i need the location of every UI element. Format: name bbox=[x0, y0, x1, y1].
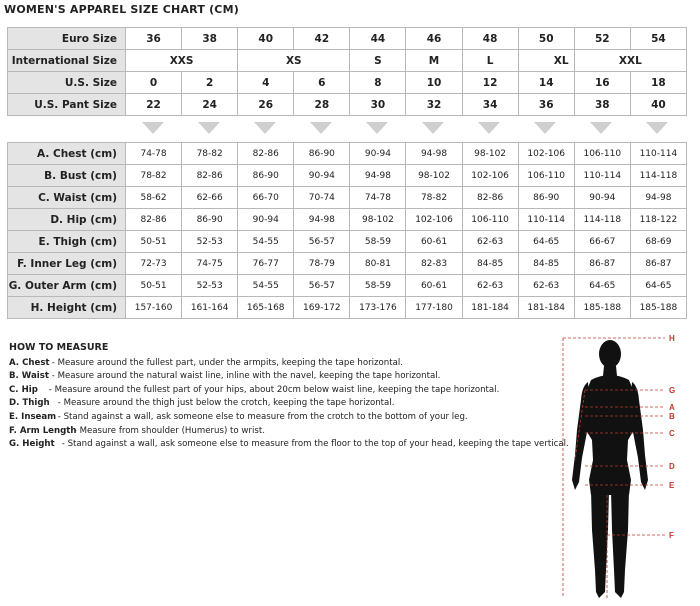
cell: 58-59 bbox=[350, 275, 406, 297]
cell: 52-53 bbox=[182, 275, 238, 297]
cell: 181-184 bbox=[518, 297, 574, 319]
row-header: Euro Size bbox=[8, 28, 126, 50]
arrow-down-icon bbox=[590, 122, 612, 134]
size-conversion-table bbox=[7, 27, 687, 116]
cell: 82-86 bbox=[238, 143, 294, 165]
arrow-down-icon bbox=[142, 122, 164, 134]
cell: 110-114 bbox=[574, 165, 630, 187]
label-f: F bbox=[669, 531, 674, 540]
cell: 98-102 bbox=[406, 165, 462, 187]
cell: 26 bbox=[238, 94, 294, 116]
cell: 54 bbox=[630, 28, 686, 50]
cell: 40 bbox=[630, 94, 686, 116]
measurement-row bbox=[8, 253, 687, 275]
cell: XL bbox=[518, 50, 574, 72]
cell: 165-168 bbox=[238, 297, 294, 319]
cell: 78-82 bbox=[182, 143, 238, 165]
cell: 86-90 bbox=[238, 165, 294, 187]
cell: 74-78 bbox=[126, 143, 182, 165]
arrow-down-icon bbox=[310, 122, 332, 134]
body-measurement-table bbox=[7, 142, 687, 319]
cell: 118-122 bbox=[630, 209, 686, 231]
cell: 18 bbox=[630, 72, 686, 94]
cell: 157-160 bbox=[126, 297, 182, 319]
cell: 38 bbox=[574, 94, 630, 116]
arrow-down-icon bbox=[366, 122, 388, 134]
cell: 52 bbox=[574, 28, 630, 50]
us-pant-size-row bbox=[8, 94, 687, 116]
cell: 10 bbox=[406, 72, 462, 94]
cell: 0 bbox=[126, 72, 182, 94]
international-size-row bbox=[8, 50, 687, 72]
cell: 60-61 bbox=[406, 231, 462, 253]
us-size-row bbox=[8, 72, 687, 94]
cell: 34 bbox=[462, 94, 518, 116]
cell: 102-106 bbox=[518, 143, 574, 165]
cell: 54-55 bbox=[238, 231, 294, 253]
cell: 98-102 bbox=[350, 209, 406, 231]
measurement-row bbox=[8, 209, 687, 231]
cell: 60-61 bbox=[406, 275, 462, 297]
cell: 62-66 bbox=[182, 187, 238, 209]
cell: 78-82 bbox=[406, 187, 462, 209]
cell: 106-110 bbox=[574, 143, 630, 165]
arrow-down-icon bbox=[422, 122, 444, 134]
arrow-down-icon bbox=[198, 122, 220, 134]
cell: 86-90 bbox=[182, 209, 238, 231]
cell: 84-85 bbox=[518, 253, 574, 275]
cell: 185-188 bbox=[574, 297, 630, 319]
label-d: D bbox=[669, 462, 675, 471]
cell: XS bbox=[238, 50, 350, 72]
cell: 38 bbox=[182, 28, 238, 50]
cell: 8 bbox=[350, 72, 406, 94]
cell: 64-65 bbox=[630, 275, 686, 297]
how-to-item bbox=[9, 384, 569, 398]
row-header: E. Thigh (cm) bbox=[8, 231, 126, 253]
cell: 46 bbox=[406, 28, 462, 50]
cell: 62-63 bbox=[518, 275, 574, 297]
cell: 36 bbox=[518, 94, 574, 116]
cell: 50 bbox=[518, 28, 574, 50]
cell: 173-176 bbox=[350, 297, 406, 319]
label-e: E bbox=[669, 481, 675, 490]
item-key: B. Waist bbox=[9, 371, 49, 382]
cell: 2 bbox=[182, 72, 238, 94]
how-to-item bbox=[9, 397, 569, 411]
item-desc: - Measure around the fullest part of your hips, about 20cm below waist line, keeping the tape horizontal. bbox=[48, 384, 500, 395]
cell: M bbox=[406, 50, 462, 72]
label-c: C bbox=[669, 429, 675, 438]
item-key: F. Arm Length bbox=[9, 425, 77, 436]
item-desc: - Measure around the natural waist line, inline with the navel, keeping the tape horizontal. bbox=[51, 371, 441, 382]
cell: 24 bbox=[182, 94, 238, 116]
cell: 78-79 bbox=[294, 253, 350, 275]
cell: 40 bbox=[238, 28, 294, 50]
cell: 78-82 bbox=[126, 165, 182, 187]
cell: 56-57 bbox=[294, 275, 350, 297]
chart-title: WOMEN'S APPAREL SIZE CHART (CM) bbox=[4, 3, 239, 16]
cell: 62-63 bbox=[462, 275, 518, 297]
cell: 86-90 bbox=[518, 187, 574, 209]
item-key: D. Thigh bbox=[9, 398, 50, 409]
cell: 86-90 bbox=[294, 143, 350, 165]
cell: 44 bbox=[350, 28, 406, 50]
euro-size-row bbox=[8, 28, 687, 50]
cell: 64-65 bbox=[574, 275, 630, 297]
row-header: D. Hip (cm) bbox=[8, 209, 126, 231]
cell: 90-94 bbox=[350, 143, 406, 165]
cell: XXS bbox=[126, 50, 238, 72]
cell: 181-184 bbox=[462, 297, 518, 319]
down-arrows bbox=[125, 122, 686, 138]
item-key: A. Chest bbox=[9, 357, 50, 368]
cell: 58-62 bbox=[126, 187, 182, 209]
cell: 4 bbox=[238, 72, 294, 94]
cell: 177-180 bbox=[406, 297, 462, 319]
cell: 110-114 bbox=[630, 143, 686, 165]
cell: 80-81 bbox=[350, 253, 406, 275]
cell: 66-67 bbox=[574, 231, 630, 253]
cell: 54-55 bbox=[238, 275, 294, 297]
cell: 82-86 bbox=[182, 165, 238, 187]
cell: 161-164 bbox=[182, 297, 238, 319]
cell: 68-69 bbox=[630, 231, 686, 253]
cell: 86-87 bbox=[574, 253, 630, 275]
cell: 74-78 bbox=[350, 187, 406, 209]
cell: 114-118 bbox=[574, 209, 630, 231]
how-to-item bbox=[9, 425, 569, 439]
cell: 98-102 bbox=[462, 143, 518, 165]
cell: 84-85 bbox=[462, 253, 518, 275]
cell: 64-65 bbox=[518, 231, 574, 253]
cell: L bbox=[462, 50, 518, 72]
row-header: H. Height (cm) bbox=[8, 297, 126, 319]
cell: 14 bbox=[518, 72, 574, 94]
cell: 70-74 bbox=[294, 187, 350, 209]
cell: 102-106 bbox=[462, 165, 518, 187]
cell: 110-114 bbox=[518, 209, 574, 231]
how-to-measure-section bbox=[9, 341, 569, 452]
cell: 22 bbox=[126, 94, 182, 116]
cell: 16 bbox=[574, 72, 630, 94]
row-header: F. Inner Leg (cm) bbox=[8, 253, 126, 275]
cell: 66-70 bbox=[238, 187, 294, 209]
label-h: H bbox=[669, 334, 675, 343]
label-g: G bbox=[669, 386, 676, 395]
cell: 72-73 bbox=[126, 253, 182, 275]
measurement-row bbox=[8, 231, 687, 253]
label-b: B bbox=[669, 412, 675, 421]
item-key: E. Inseam bbox=[9, 411, 57, 422]
item-desc: - Stand against a wall, ask someone else to measure from the floor to the top of your head, keeping the tape vertical. bbox=[61, 439, 569, 450]
item-desc: - Measure around the thigh just below the crotch, keeping the tape horizontal. bbox=[57, 398, 395, 409]
measurement-row bbox=[8, 165, 687, 187]
cell: 185-188 bbox=[630, 297, 686, 319]
cell: 36 bbox=[126, 28, 182, 50]
how-to-item bbox=[9, 357, 569, 371]
cell: 32 bbox=[406, 94, 462, 116]
arrow-down-icon bbox=[534, 122, 556, 134]
item-desc: - Stand against a wall, ask someone else to measure from the crotch to the bottom of your leg. bbox=[57, 411, 468, 422]
arrow-down-icon bbox=[478, 122, 500, 134]
cell: 42 bbox=[294, 28, 350, 50]
measurement-row bbox=[8, 275, 687, 297]
cell: 90-94 bbox=[294, 165, 350, 187]
cell: 50-51 bbox=[126, 231, 182, 253]
cell: 169-172 bbox=[294, 297, 350, 319]
cell: 76-77 bbox=[238, 253, 294, 275]
how-to-item bbox=[9, 370, 569, 384]
cell: 90-94 bbox=[238, 209, 294, 231]
cell: XXL bbox=[574, 50, 686, 72]
cell: 56-57 bbox=[294, 231, 350, 253]
label-a: A bbox=[669, 403, 675, 412]
cell: 94-98 bbox=[350, 165, 406, 187]
cell: 94-98 bbox=[630, 187, 686, 209]
cell: 48 bbox=[462, 28, 518, 50]
cell: 86-87 bbox=[630, 253, 686, 275]
arrow-down-icon bbox=[646, 122, 668, 134]
arrow-down-icon bbox=[254, 122, 276, 134]
cell: 12 bbox=[462, 72, 518, 94]
measurement-row bbox=[8, 143, 687, 165]
how-to-item bbox=[9, 411, 569, 425]
cell: 102-106 bbox=[406, 209, 462, 231]
cell: 30 bbox=[350, 94, 406, 116]
row-header: A. Chest (cm) bbox=[8, 143, 126, 165]
row-header: G. Outer Arm (cm) bbox=[8, 275, 126, 297]
cell: 82-83 bbox=[406, 253, 462, 275]
cell: 82-86 bbox=[462, 187, 518, 209]
cell: 58-59 bbox=[350, 231, 406, 253]
row-header: B. Bust (cm) bbox=[8, 165, 126, 187]
cell: 6 bbox=[294, 72, 350, 94]
cell: 106-110 bbox=[462, 209, 518, 231]
row-header: International Size bbox=[8, 50, 126, 72]
row-header: C. Waist (cm) bbox=[8, 187, 126, 209]
cell: 106-110 bbox=[518, 165, 574, 187]
how-to-heading: HOW TO MEASURE bbox=[9, 342, 109, 353]
item-key: G. Height bbox=[9, 439, 55, 450]
cell: S bbox=[350, 50, 406, 72]
cell: 82-86 bbox=[126, 209, 182, 231]
measurement-row bbox=[8, 187, 687, 209]
row-header: U.S. Size bbox=[8, 72, 126, 94]
cell: 62-63 bbox=[462, 231, 518, 253]
item-desc: - Measure from shoulder (Humerus) to wrist. bbox=[73, 425, 265, 436]
cell: 74-75 bbox=[182, 253, 238, 275]
cell: 50-51 bbox=[126, 275, 182, 297]
body-measurement-figure bbox=[555, 330, 700, 606]
item-key: C. Hip bbox=[9, 384, 38, 395]
woman-silhouette-icon bbox=[572, 340, 648, 598]
cell: 90-94 bbox=[574, 187, 630, 209]
how-to-item bbox=[9, 438, 569, 452]
cell: 94-98 bbox=[406, 143, 462, 165]
figure-letters bbox=[669, 334, 675, 540]
measurement-row bbox=[8, 297, 687, 319]
cell: 94-98 bbox=[294, 209, 350, 231]
item-desc: - Measure around the fullest part, under the armpits, keeping the tape horizontal. bbox=[51, 357, 403, 368]
cell: 52-53 bbox=[182, 231, 238, 253]
cell: 28 bbox=[294, 94, 350, 116]
cell: 114-118 bbox=[630, 165, 686, 187]
row-header: U.S. Pant Size bbox=[8, 94, 126, 116]
